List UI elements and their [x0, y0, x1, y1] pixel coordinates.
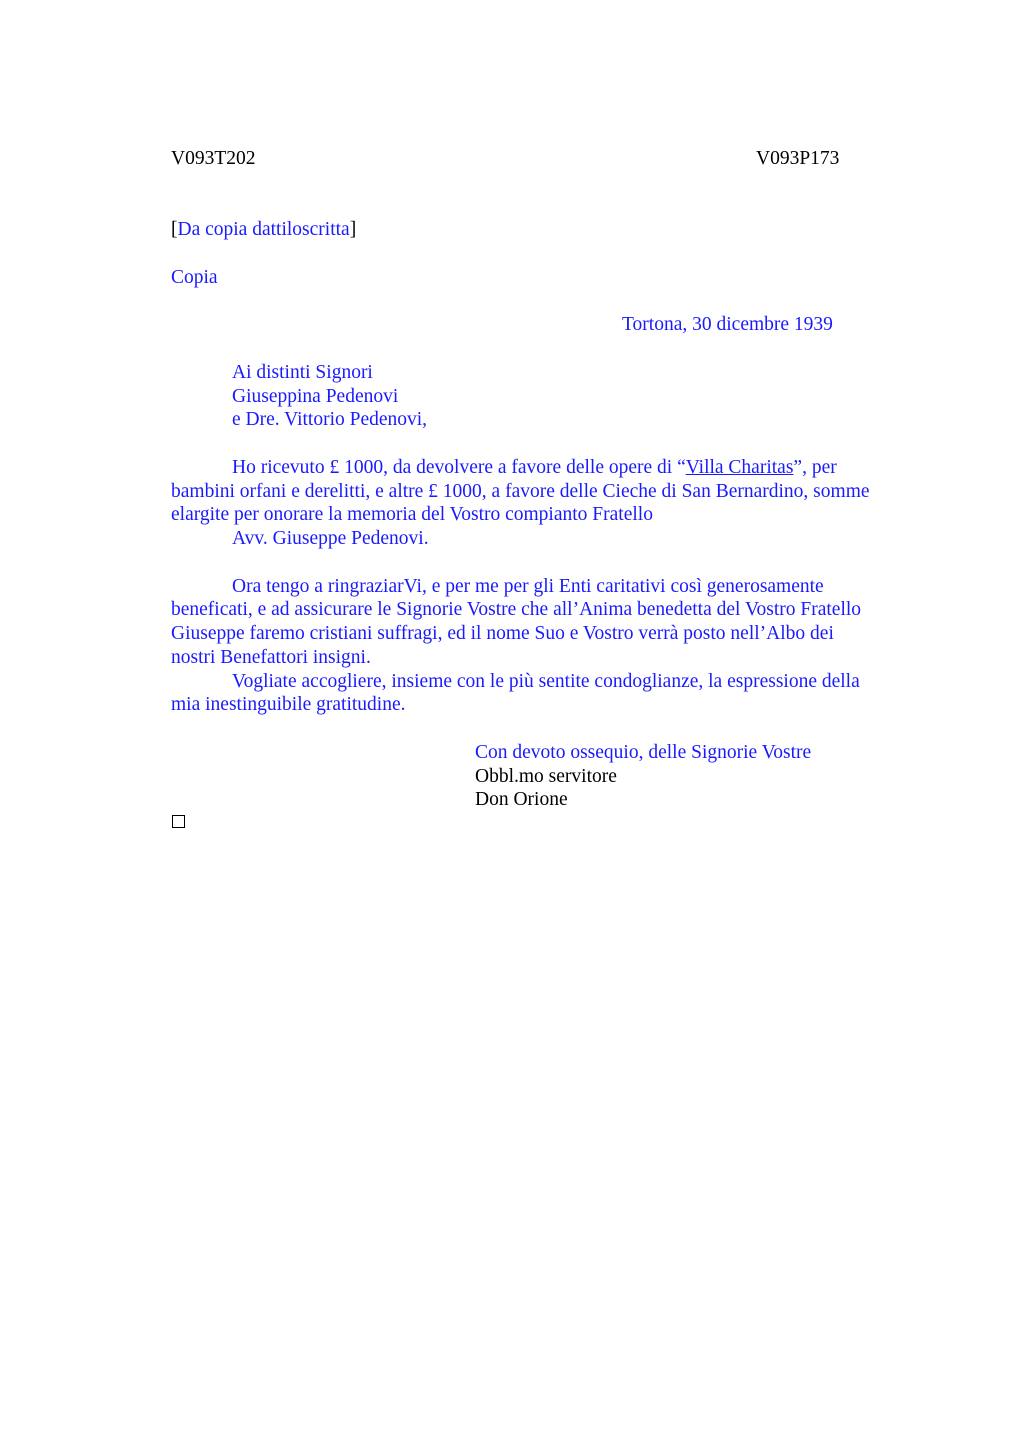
addressee-line-3: e Dre. Vittorio Pedenovi,: [232, 409, 428, 430]
closing-line-2: Obbl.mo servitore: [475, 766, 617, 787]
source-note: [171, 218, 356, 242]
villa-charitas-link: Villa Charitas: [685, 457, 794, 478]
paragraph-1-line-1: [232, 456, 837, 480]
paragraph-2-line-2: beneficati, e ad assicurare le Signorie Vostre che all’Anima benedetta del Vostro Fratello: [171, 599, 862, 620]
paragraph-3-line-2: mia inestinguibile gratitudine.: [171, 694, 406, 715]
signature-name: Don Orione: [475, 789, 568, 810]
paragraph-3-line-1: Vogliate accogliere, insieme con le più sentite condoglianze, la espressione della: [232, 671, 860, 692]
source-note-open-bracket: [: [171, 219, 178, 240]
place-date: Tortona, 30 dicembre 1939: [622, 314, 833, 335]
source-note-close-bracket: ]: [349, 219, 357, 240]
header-right-code: V093P173: [756, 148, 840, 169]
paragraph-1-line-1-before: Ho ricevuto £ 1000, da devolvere a favore delle opere di “: [232, 457, 686, 478]
source-note-text: Da copia dattiloscritta: [177, 219, 350, 240]
paragraph-1-line-4: Avv. Giuseppe Pedenovi.: [232, 528, 429, 549]
closing-line-1: Con devoto ossequio, delle Signorie Vostre: [475, 742, 812, 763]
header-left-code: V093T202: [171, 148, 256, 169]
end-marker-checkbox-icon: [172, 815, 185, 828]
paragraph-1-line-2: bambini orfani e derelitti, e altre £ 1000, a favore delle Cieche di San Bernardino, somme: [171, 481, 870, 502]
addressee-line-1: Ai distinti Signori: [232, 362, 373, 383]
paragraph-2-line-3: Giuseppe faremo cristiani suffragi, ed il nome Suo e Vostro verrà posto nell’Albo dei: [171, 623, 834, 644]
copy-label: Copia: [171, 267, 218, 288]
paragraph-2-line-4: nostri Benefattori insigni.: [171, 647, 371, 668]
paragraph-2-line-1: Ora tengo a ringraziarVi, e per me per gli Enti caritativi così generosamente: [232, 576, 824, 597]
addressee-line-2: Giuseppina Pedenovi: [232, 386, 399, 407]
paragraph-1-line-1-after: ”, per: [793, 457, 837, 478]
paragraph-1-line-3: elargite per onorare la memoria del Vostro compianto Fratello: [171, 504, 653, 525]
